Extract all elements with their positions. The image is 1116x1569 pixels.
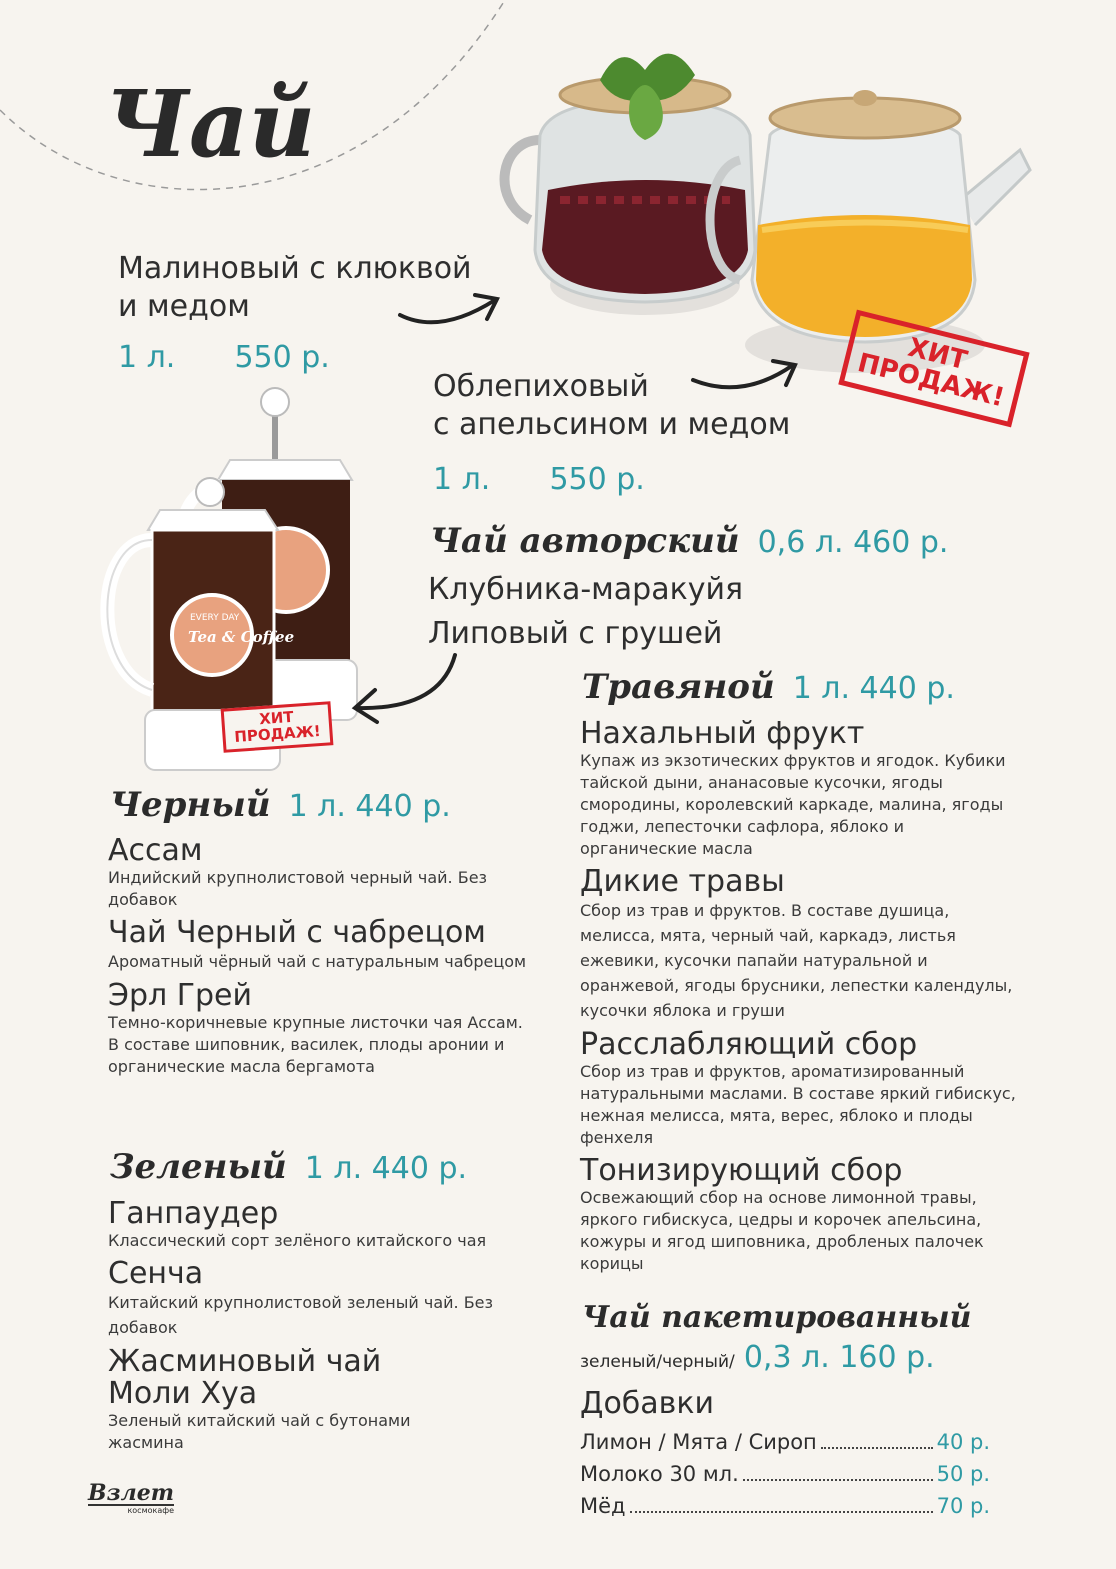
featured-raspberry-price [118,340,330,375]
green-tea-price: 1 л. 440 р. [304,1151,468,1186]
cafe-logo [88,1482,174,1515]
green-tea-item-desc: Классический сорт зелёного китайского чая [108,1231,487,1250]
green-tea-title: Зеленый [110,1147,287,1187]
teapot-images [470,40,1040,380]
green-tea-item-desc: Зеленый китайский чай с бутонами жасмина [108,1411,411,1452]
featured-seabuckthorn-cost: 550 р. [549,462,645,497]
addon-row [580,1458,990,1490]
herbal-item-desc: Освежающий сбор на основе лимонной травы, яркого гибискуса, цедры и корочек апельсина, кожуры и ягод шиповника, дробленых палочек корицы [580,1188,984,1273]
logo-name: Взлет [88,1480,175,1506]
addon-row [580,1426,990,1458]
herbal-list [580,718,1020,1275]
author-tea-item: Липовый с грушей [428,616,723,651]
bagged-tea-title: Чай пакетированный [582,1300,972,1335]
addon-label: Мёд [580,1494,626,1518]
herbal-heading [582,667,955,707]
black-tea-price: 1 л. 440 р. [288,789,451,824]
featured-seabuckthorn-name-2: с апельсином и медом [433,407,791,442]
green-tea-heading [110,1147,468,1187]
press-everyday-label: EVERY DAY [190,613,240,623]
herbal-title: Травяной [582,667,775,707]
black-tea-heading [110,785,451,825]
green-tea-item-name: Ганпаудер [108,1196,279,1231]
addon-price: 40 р. [936,1430,990,1454]
black-tea-list [108,835,538,1078]
author-tea-item: Клубника-маракуйя [428,572,744,607]
arrow-icon [395,285,505,335]
press-brand-label: Tea & Coffee [188,628,295,646]
herbal-item-desc: Сбор из трав и фруктов. В составе душица, мелисса, мята, черный чай, каркадэ, листья ежевики, кусочки папайи натуральной и оранжевой, ягоды брусники, лепестки календулы, кусочки яблока и груши [580,901,1013,1020]
green-tea-item-desc: Китайский крупнолистовой зеленый чай. Без добавок [108,1293,494,1337]
black-tea-title: Черный [110,785,271,825]
addon-price: 50 р. [936,1462,990,1486]
herbal-item-desc: Купаж из экзотических фруктов и ягодок. Кубики тайской дыни, ананасовые кусочки, ягоды смородины, королевский каркаде, малина, ягоды годжи, лепесточки сафлора, яблоко и органические масла [580,751,1006,858]
page-title: Чай [105,70,316,178]
herbal-item-name: Нахальный фрукт [580,716,865,751]
black-tea-item-desc: Темно-коричневые крупные листочки чая Ассам. В составе шиповник, василек, плоды аронии и органические масла бергамота [108,1013,523,1076]
featured-raspberry-volume: 1 л. [118,340,176,375]
addon-price: 70 р. [936,1494,990,1518]
arrow-icon [345,650,460,725]
bagged-tea-note: зеленый/черный/ [580,1352,735,1372]
featured-raspberry-cost: 550 р. [234,340,330,375]
black-tea-item-desc: Ароматный чёрный чай с натуральным чабрецом [108,952,527,971]
bagged-tea-line [580,1340,935,1375]
logo-subtitle: космокафе [127,1506,175,1515]
featured-seabuckthorn-price [433,462,645,497]
black-tea-item-name: Эрл Грей [108,978,252,1013]
black-tea-item-name: Ассам [108,833,203,868]
hit-sales-stamp: ХИТ ПРОДАЖ! [838,310,1029,427]
addon-label: Лимон / Мята / Сироп [580,1430,817,1454]
addon-label: Молоко 30 мл. [580,1462,739,1486]
author-tea-heading [430,521,949,561]
featured-seabuckthorn-name-1: Облепиховый [433,369,649,404]
hit-sales-stamp: ХИТ ПРОДАЖ! [221,701,334,752]
herbal-item-name: Дикие травы [580,864,785,899]
arrow-icon [688,355,803,400]
green-tea-item-name: Сенча [108,1256,204,1291]
addons-title: Добавки [580,1386,714,1421]
author-tea-title: Чай авторский [430,521,740,561]
black-tea-item-name: Чай Черный с чабрецом [108,915,486,950]
herbal-item-desc: Сбор из трав и фруктов, ароматизированный натуральными маслами. В составе яркий гибискус, нежная мелисса, мята, верес, яблоко и плоды фенхеля [580,1062,1016,1147]
addon-row [580,1490,990,1522]
addons-list [580,1426,990,1522]
author-tea-price: 0,6 л. 460 р. [757,525,949,560]
herbal-item-name: Тонизирующий сбор [580,1153,903,1188]
black-tea-item-desc: Индийский крупнолистовой черный чай. Без добавок [108,868,488,909]
featured-raspberry-name-1: Малиновый с клюквой [118,251,472,286]
green-tea-list [108,1198,538,1454]
green-tea-item-name: Жасминовый чай Моли Хуа [108,1344,382,1411]
herbal-price: 1 л. 440 р. [792,671,955,706]
herbal-item-name: Расслабляющий сбор [580,1027,918,1062]
bagged-tea-price: 0,3 л. 160 р. [743,1340,935,1375]
featured-raspberry-name-2: и медом [118,289,250,324]
featured-seabuckthorn-volume: 1 л. [433,462,491,497]
